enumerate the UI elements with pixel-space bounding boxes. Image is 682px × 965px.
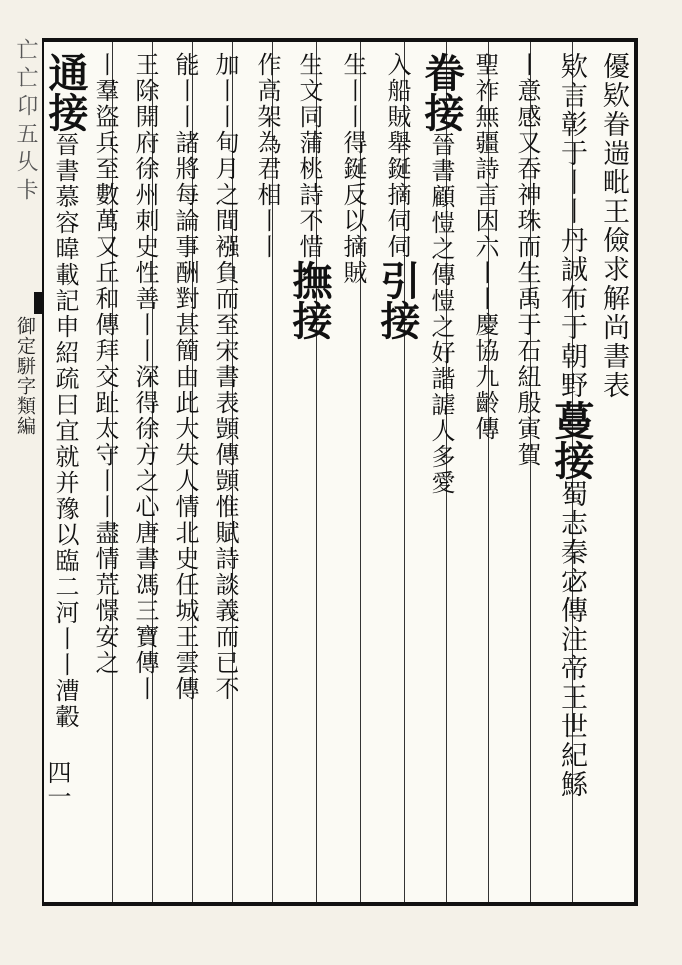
column-text: 丨意感又吞神珠而生禹于石紐殷寅賀: [513, 52, 541, 468]
column-text: 丨羣盜兵至數萬又丘和傳拜交趾太守丨丨盡情荒憬安之: [91, 52, 119, 676]
text-column: [418, 52, 465, 496]
column-text: 欵言彰于丨丨丹誠布于朝野: [556, 52, 587, 400]
book-title: 御定駢字類編: [14, 316, 36, 436]
column-text: 生文同蒲桃詩不惜: [295, 52, 323, 260]
text-column: [510, 52, 544, 468]
text-column: [468, 52, 502, 442]
text-column: [250, 52, 284, 260]
text-column: [88, 52, 122, 676]
text-column: [594, 52, 632, 400]
text-column: [42, 52, 89, 730]
column-text: 晉書顧愷之傳愷之好諧謔人多愛: [427, 132, 455, 496]
text-column: [374, 52, 421, 340]
headword: 眷接: [418, 52, 465, 132]
column-text: 作高架為君相丨丨: [253, 52, 281, 260]
column-text: 聖祚無疆詩言因六丨丨慶協九齡傳: [471, 52, 499, 442]
headword: 撫接: [286, 260, 333, 340]
text-column: [336, 52, 370, 286]
text-column: [128, 52, 162, 702]
page-number: 四一: [43, 760, 71, 808]
text-column: [286, 52, 333, 340]
column-text: 加丨丨旬月之間襁負而至宋書表顗傳顗惟賦詩談義而已不: [211, 52, 239, 702]
headword: 通接: [42, 52, 89, 132]
column-text: 入船賊舉鋋摘伺伺: [383, 52, 411, 260]
column-text: 能丨丨諸將每論事酬對甚簡由此大失人情北史任城王雲傳: [171, 52, 199, 702]
column-text: 優欵眷遄毗王儉求解尚書表: [598, 52, 629, 400]
column-text: 晉書慕容暐載記申紹疏曰宜就并豫以臨二河丨丨漕轂: [51, 132, 79, 730]
column-text: 生丨丨得鋋反以摘賊: [339, 52, 367, 286]
text-column: [548, 52, 595, 799]
edge-text: 亡亡卬五乆卡: [13, 38, 38, 206]
text-column: [168, 52, 202, 702]
column-text: 蜀志秦宓傳注帝王世紀鯀: [556, 480, 587, 799]
text-column: [208, 52, 242, 702]
column-text: 王除開府徐州刺史性善丨丨深得徐方之心唐書馮三寶傳丨: [131, 52, 159, 702]
headword: 引接: [374, 260, 421, 340]
headword: 蔓接: [548, 400, 595, 480]
